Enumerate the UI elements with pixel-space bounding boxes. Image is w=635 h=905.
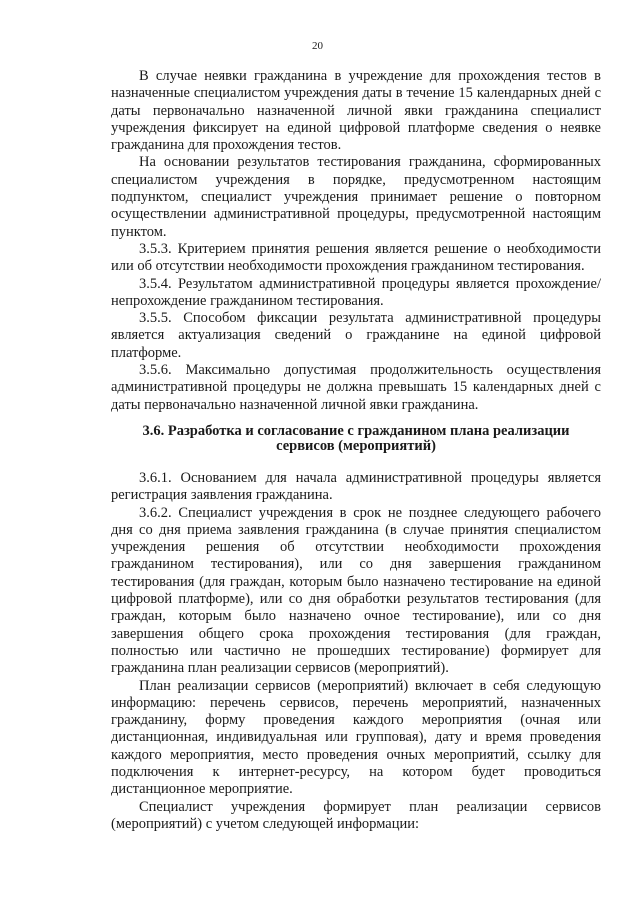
- section-heading-3-6: 3.6. Разработка и согласование с гражданином плана реализации сервисов (мероприятий): [142, 422, 570, 454]
- paragraph-3-5-6: 3.5.6. Максимально допустимая продолжительность осуществления административной процедуры не должна превышать 15 календарных дней с даты первоначально назначенной личной явки гражданина.: [111, 362, 601, 413]
- paragraph-repeat-procedure: На основании результатов тестирования гражданина, сформированных специалистом учреждения в порядке, предусмотренном настоящим подпунктом, специалист учреждения принимает решение о повторном осуществлении административной процедуры, предусмотренной настоящим пунктом.: [111, 154, 601, 240]
- paragraph-3-6-2: 3.6.2. Специалист учреждения в срок не позднее следующего рабочего дня со дня приема заявления гражданина (в случае принятия специалистом учреждения решения об отсутствии необходимости прохождения гражданином тестирования), или со дня завершения гражданином тестирования (для граждан, которым было назначено тестирование на единой цифровой платформе), или со дня обработки результатов тестирования (для граждан, которым было назначено очное тестирование), или со дня завершения общего срока прохождения тестирования (для граждан, полностью или частично не прошедших тестирование) формирует для гражданина план реализации сервисов (мероприятий).: [111, 504, 601, 677]
- paragraph-3-5-5: 3.5.5. Способом фиксации результата административной процедуры является актуализация сведений о гражданине на единой цифровой платформе.: [111, 310, 601, 361]
- page-number: 20: [312, 40, 323, 52]
- paragraph-3-5-4: 3.5.4. Результатом административной процедуры является прохождение/непрохождение гражданином тестирования.: [111, 275, 601, 309]
- paragraph-3-6-1: 3.6.1. Основанием для начала административной процедуры является регистрация заявления гражданина.: [111, 469, 601, 504]
- paragraph-plan-formation: Специалист учреждения формирует план реализации сервисов (мероприятий) с учетом следующей информации:: [111, 798, 601, 832]
- paragraph-3-5-3: 3.5.3. Критерием принятия решения является решение о необходимости или об отсутствии необходимости прохождения гражданином тестирования.: [111, 240, 601, 275]
- paragraph-absence: В случае неявки гражданина в учреждение для прохождения тестов в назначенные специалистом учреждения даты в течение 15 календарных дней с даты первоначально назначенной личной явки гражданина специалист учреждения фиксирует на единой цифровой платформе сведения о неявке гражданина для прохождения тестов.: [111, 68, 601, 154]
- document-body: [111, 68, 601, 833]
- paragraph-plan-contents: План реализации сервисов (мероприятий) включает в себя следующую информацию: перечень сервисов, перечень мероприятий, назначенных гражданину, форму проведения каждого мероприятия (очная или дистанционная, индивидуальная или групповая), дату и время проведения каждого мероприятия, место проведения очных мероприятий, ссылку для подключения к интернет-ресурсу, на котором будет проводиться дистанционное мероприятие.: [111, 677, 601, 798]
